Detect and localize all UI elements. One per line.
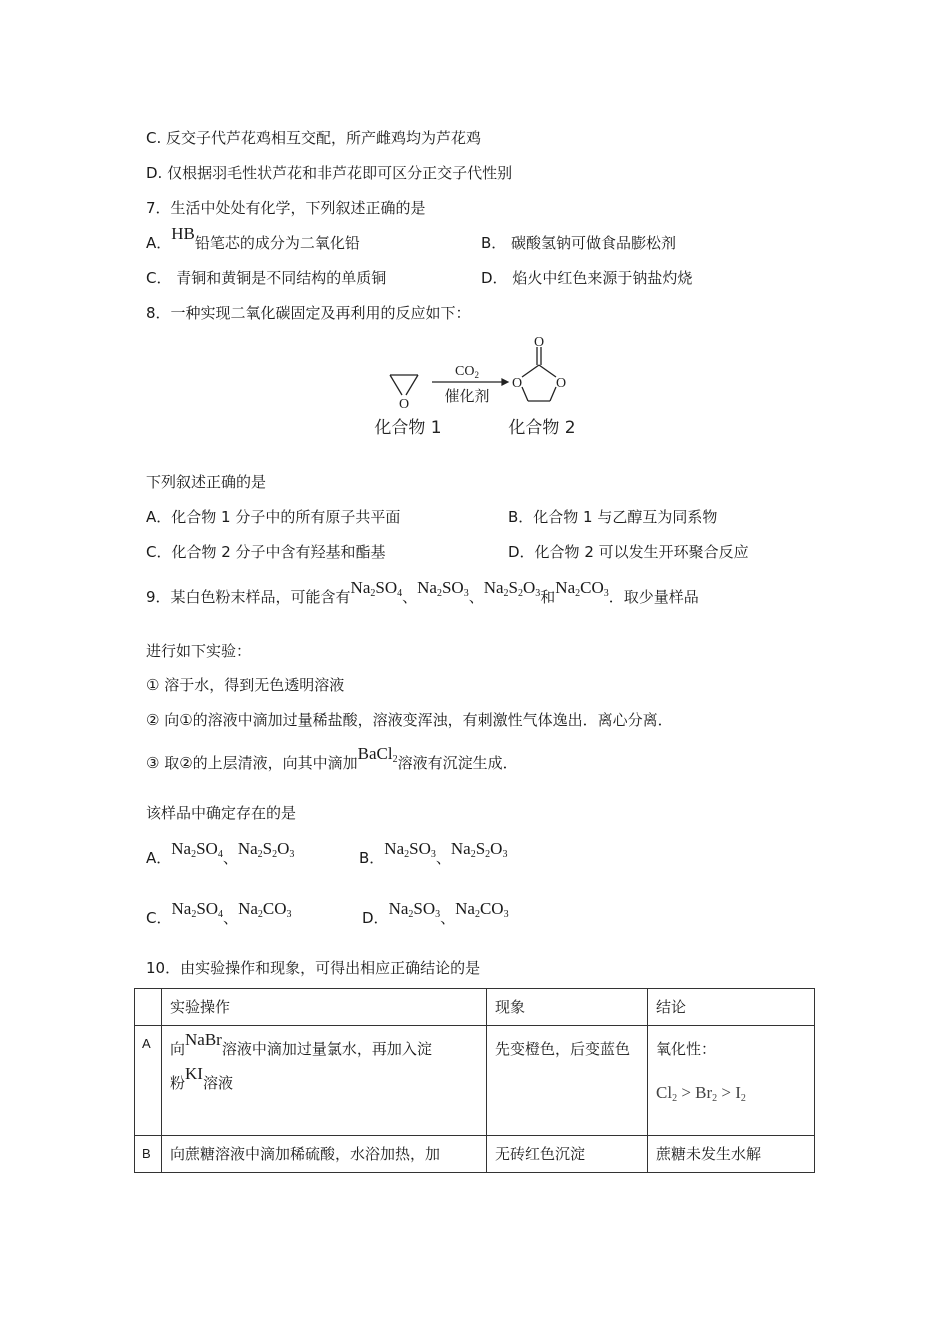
q7-option-b: B． 碳酸氢钠可做食品膨松剂 (481, 234, 677, 252)
q9-option-b (359, 839, 508, 874)
q9-step3 (146, 744, 518, 779)
formula-na2so4: $Na_2SO_4$ (350, 578, 403, 599)
q7-stem: 7．生活中处处有化学，下列叙述正确的是 (146, 199, 426, 217)
q8-option-b: B．化合物 1 与乙醇互为同系物 (508, 508, 718, 526)
q9-opt-c-label: C． (146, 909, 172, 927)
q9-opt-d-label: D． (362, 909, 389, 927)
compound2-label: 化合物 2 (508, 418, 576, 435)
q7-a-formula: HB (171, 224, 195, 243)
row-a-phenomenon: 先变橙色，后变蓝色 (487, 1026, 648, 1136)
carbonate-oxygen-left: O (511, 376, 523, 391)
q9-opt-b-label: B． (359, 849, 385, 867)
q10-stem: 10．由实验操作和现象，可得出相应正确结论的是 (146, 959, 481, 977)
gt-sign: > (721, 1083, 731, 1102)
table-row (135, 1136, 815, 1173)
op-text: 向 (170, 1040, 186, 1058)
q8-option-a: A．化合物 1 分子中的所有原子共平面 (146, 508, 401, 526)
q9-step3-start: ③ 取②的上层清液，向其中滴加 (146, 754, 358, 772)
carbonate-oxygen-right: O (555, 376, 567, 391)
q7-option-d: D． 焰火中红色来源于钠盐灼烧 (481, 269, 693, 287)
q9-step1: ① 溶于水，得到无色透明溶液 (146, 676, 345, 694)
row-a-operation (162, 1026, 487, 1136)
row-b-conclusion: 蔗糖未发生水解 (648, 1136, 815, 1173)
reaction-scheme (370, 335, 610, 435)
table-header-conclusion: 结论 (648, 989, 815, 1026)
q9-step3-end: 溶液有沉淀生成． (397, 754, 518, 772)
q7-a-text: 铅笔芯的成分为二氧化铅 (194, 234, 360, 252)
formula-na2so3: $Na_2SO_3$ (388, 899, 441, 920)
reagent-co: CO (455, 364, 475, 379)
q9-sep: 、 (222, 849, 238, 867)
formula-na2co3: $Na_2CO_3$ (238, 899, 292, 920)
compound1-label: 化合物 1 (374, 418, 442, 435)
op-text: 粉 (170, 1074, 186, 1092)
q9-stem-end: ．取少量样品 (608, 588, 699, 606)
formula-na2so3: $Na_2SO_3$ (417, 578, 469, 599)
q7-option-a (146, 224, 360, 253)
formula-na2s2o3: $Na_2S_2O_3$ (483, 578, 541, 599)
q8-stem: 8．一种实现二氧化碳固定及再利用的反应如下： (146, 304, 471, 322)
table-header-blank (135, 989, 162, 1026)
q9-sep: 、 (468, 588, 484, 606)
q9-question: 该样品中确定存在的是 (146, 804, 297, 822)
formula-oxidizing-order: $Cl_2 > Br_2 > I_2$ (656, 1083, 746, 1104)
carbonate-oxygen-top: O (533, 335, 545, 350)
arrow-reagent-bottom: 催化剂 (444, 387, 490, 405)
table-header-row (135, 989, 815, 1026)
q9-opt-a-label: A． (146, 849, 172, 867)
q6-option-c: C. 反交子代芦花鸡相互交配，所产雌鸡均为芦花鸡 (146, 129, 482, 147)
epoxide-structure (390, 375, 418, 395)
arrow-reagent-top (455, 364, 479, 380)
q9-continued: 进行如下实验： (146, 642, 252, 660)
op-text: 溶液 (202, 1074, 233, 1092)
row-a-conclusion (648, 1026, 815, 1136)
table-row (135, 1026, 815, 1136)
formula-na2so4: $Na_2SO_4$ (171, 899, 224, 920)
q9-option-a (146, 839, 295, 874)
reagent-sub: 2 (474, 370, 479, 380)
q9-sep: 、 (435, 849, 451, 867)
formula-nabr: NaBr (185, 1030, 222, 1049)
formula-na2co3: $Na_2CO_3$ (555, 578, 609, 599)
op-text: 溶液中滴加过量氯水，再加入淀 (221, 1040, 432, 1058)
table-header-operation: 实验操作 (162, 989, 487, 1026)
q8-option-d: D．化合物 2 可以发生开环聚合反应 (508, 543, 749, 561)
table-header-phenomenon: 现象 (487, 989, 648, 1026)
epoxide-oxygen: O (398, 397, 410, 412)
q8-question: 下列叙述正确的是 (146, 473, 267, 491)
cyclic-carbonate-structure (522, 347, 556, 401)
q7-option-c: C． 青铜和黄铜是不同结构的单质铜 (146, 269, 387, 287)
q9-sep: 、 (402, 588, 418, 606)
q9-stem-start: 9．某白色粉末样品，可能含有 (146, 588, 351, 606)
q9-option-c (146, 899, 292, 934)
gt-sign: > (681, 1083, 691, 1102)
conclusion-text: 氧化性： (656, 1040, 717, 1058)
row-label: B (135, 1136, 162, 1173)
q9-and: 和 (540, 588, 556, 606)
row-b-phenomenon: 无砖红色沉淀 (487, 1136, 648, 1173)
reaction-arrow (432, 379, 508, 385)
q9-option-d (362, 899, 509, 934)
q9-stem (146, 578, 699, 613)
q9-sep: 、 (223, 909, 239, 927)
q9-step2: ② 向①的溶液中滴加过量稀盐酸，溶液变浑浊，有刺激性气体逸出．离心分离． (146, 711, 673, 729)
q9-sep: 、 (440, 909, 456, 927)
formula-ki: KI (185, 1064, 203, 1083)
q6-option-d: D. 仅根据羽毛性状芦花和非芦花即可区分正交子代性别 (146, 164, 513, 182)
formula-na2s2o3: $Na_2S_2O_3$ (450, 839, 508, 860)
q7-a-prefix: A． (146, 234, 172, 252)
formula-na2so4: $Na_2SO_4$ (171, 839, 223, 860)
row-label: A (135, 1026, 162, 1136)
formula-na2s2o3: $Na_2S_2O_3$ (237, 839, 295, 860)
experiment-table (134, 988, 815, 1173)
formula-na2so3: $Na_2SO_3$ (384, 839, 436, 860)
formula-na2co3: $Na_2CO_3$ (455, 899, 509, 920)
formula-bacl2: BaCl$_2$ (357, 744, 398, 765)
row-b-operation: 向蔗糖溶液中滴加稀硫酸，水浴加热，加 (162, 1136, 487, 1173)
q8-option-c: C．化合物 2 分子中含有羟基和酯基 (146, 543, 386, 561)
